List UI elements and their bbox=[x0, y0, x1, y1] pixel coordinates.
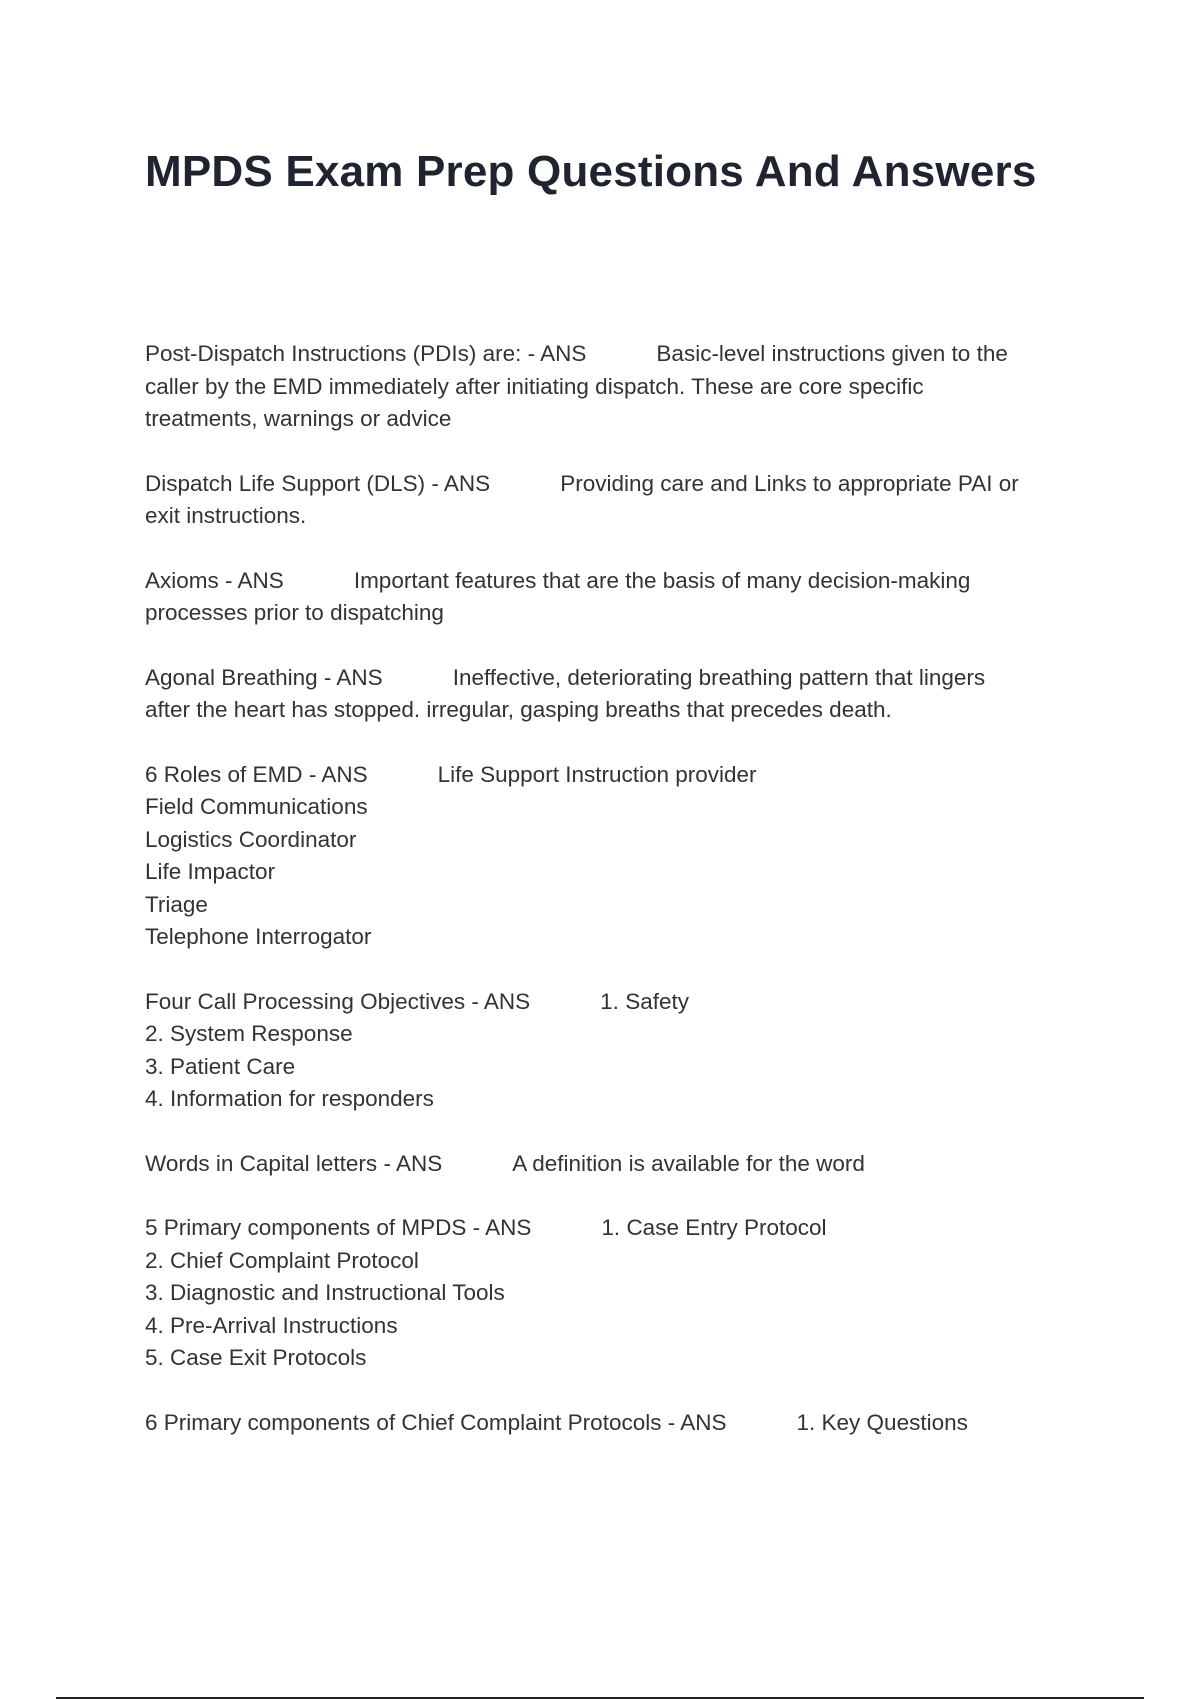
answer-text: A definition is available for the word bbox=[512, 1150, 865, 1176]
ans-marker: - ANS bbox=[667, 1409, 727, 1435]
answer-line: 3. Patient Care bbox=[145, 1053, 296, 1079]
question-text: 6 Roles of EMD bbox=[145, 761, 303, 787]
answer-line: Triage bbox=[145, 891, 208, 917]
qa-first-line bbox=[145, 338, 1095, 371]
ans-marker: - ANS bbox=[225, 567, 284, 593]
qa-first-line bbox=[145, 986, 1095, 1019]
answer-text: Providing care and Links to appropriate PAI or bbox=[560, 470, 1019, 496]
answer-line: 3. Diagnostic and Instructional Tools bbox=[145, 1280, 505, 1305]
qa-item bbox=[145, 986, 1095, 1116]
ans-marker: - ANS bbox=[323, 664, 383, 690]
answer-line: Logistics Coordinator bbox=[145, 826, 357, 852]
ans-marker: - ANS bbox=[308, 761, 368, 787]
qa-list bbox=[145, 338, 1095, 1471]
answer-line: Telephone Interrogator bbox=[145, 924, 372, 949]
answer-line: treatments, warnings or advice bbox=[145, 406, 452, 431]
ans-marker: - ANS bbox=[383, 1150, 443, 1176]
qa-first-line bbox=[145, 565, 1095, 598]
question-text: Post-Dispatch Instructions (PDIs) are: bbox=[145, 341, 522, 366]
page-title: MPDS Exam Prep Questions And Answers bbox=[145, 147, 1037, 196]
qa-first-line bbox=[145, 1407, 1095, 1440]
question-text: 6 Primary components of Chief Complaint Protocols bbox=[145, 1409, 662, 1435]
qa-item bbox=[145, 1212, 1095, 1375]
answer-line: 2. System Response bbox=[145, 1021, 353, 1046]
qa-item bbox=[145, 662, 1095, 727]
qa-first-line bbox=[145, 662, 1095, 695]
answer-text: Basic-level instructions given to the bbox=[656, 341, 1008, 366]
answer-line: Field Communications bbox=[145, 794, 368, 819]
answer-text: 1. Safety bbox=[600, 988, 689, 1014]
ans-marker: - ANS bbox=[472, 1215, 532, 1240]
qa-item bbox=[145, 1407, 1095, 1440]
answer-line: 2. Chief Complaint Protocol bbox=[145, 1247, 419, 1273]
question-text: Words in Capital letters bbox=[145, 1150, 378, 1176]
ans-marker: - ANS bbox=[471, 988, 531, 1014]
answer-text: 1. Key Questions bbox=[796, 1409, 968, 1435]
ans-marker: - ANS bbox=[527, 341, 587, 366]
answer-line: Life Impactor bbox=[145, 859, 276, 884]
question-text: Four Call Processing Objectives bbox=[145, 988, 466, 1014]
answer-line: exit instructions. bbox=[145, 503, 307, 528]
question-text: Agonal Breathing bbox=[145, 664, 318, 690]
qa-first-line bbox=[145, 1212, 1095, 1245]
answer-line: 4. Pre-Arrival Instructions bbox=[145, 1312, 398, 1338]
qa-item bbox=[145, 1148, 1095, 1181]
page-bottom-rule bbox=[56, 1697, 1144, 1699]
question-text: Axioms bbox=[145, 567, 219, 593]
answer-line: processes prior to dispatching bbox=[145, 600, 444, 625]
ans-marker: - ANS bbox=[431, 470, 491, 496]
qa-item bbox=[145, 338, 1095, 436]
answer-text: Important features that are the basis of many decision-making bbox=[353, 567, 971, 593]
answer-line: after the heart has stopped. irregular, gasping breaths that precedes death. bbox=[145, 697, 892, 722]
answer-text: Life Support Instruction provider bbox=[437, 761, 757, 787]
qa-first-line bbox=[145, 1148, 1095, 1181]
answer-text: 1. Case Entry Protocol bbox=[601, 1215, 827, 1240]
qa-item bbox=[145, 565, 1095, 630]
question-text: 5 Primary components of MPDS bbox=[145, 1215, 467, 1240]
qa-item bbox=[145, 759, 1095, 954]
question-text: Dispatch Life Support (DLS) bbox=[145, 470, 426, 496]
qa-first-line bbox=[145, 468, 1095, 501]
answer-line: caller by the EMD immediately after initiating dispatch. These are core specific bbox=[145, 373, 924, 399]
answer-line: 5. Case Exit Protocols bbox=[145, 1345, 367, 1370]
qa-item bbox=[145, 468, 1095, 533]
answer-line: 4. Information for responders bbox=[145, 1086, 434, 1111]
qa-first-line bbox=[145, 759, 1095, 792]
answer-text: Ineffective, deteriorating breathing pattern that lingers bbox=[452, 664, 986, 690]
